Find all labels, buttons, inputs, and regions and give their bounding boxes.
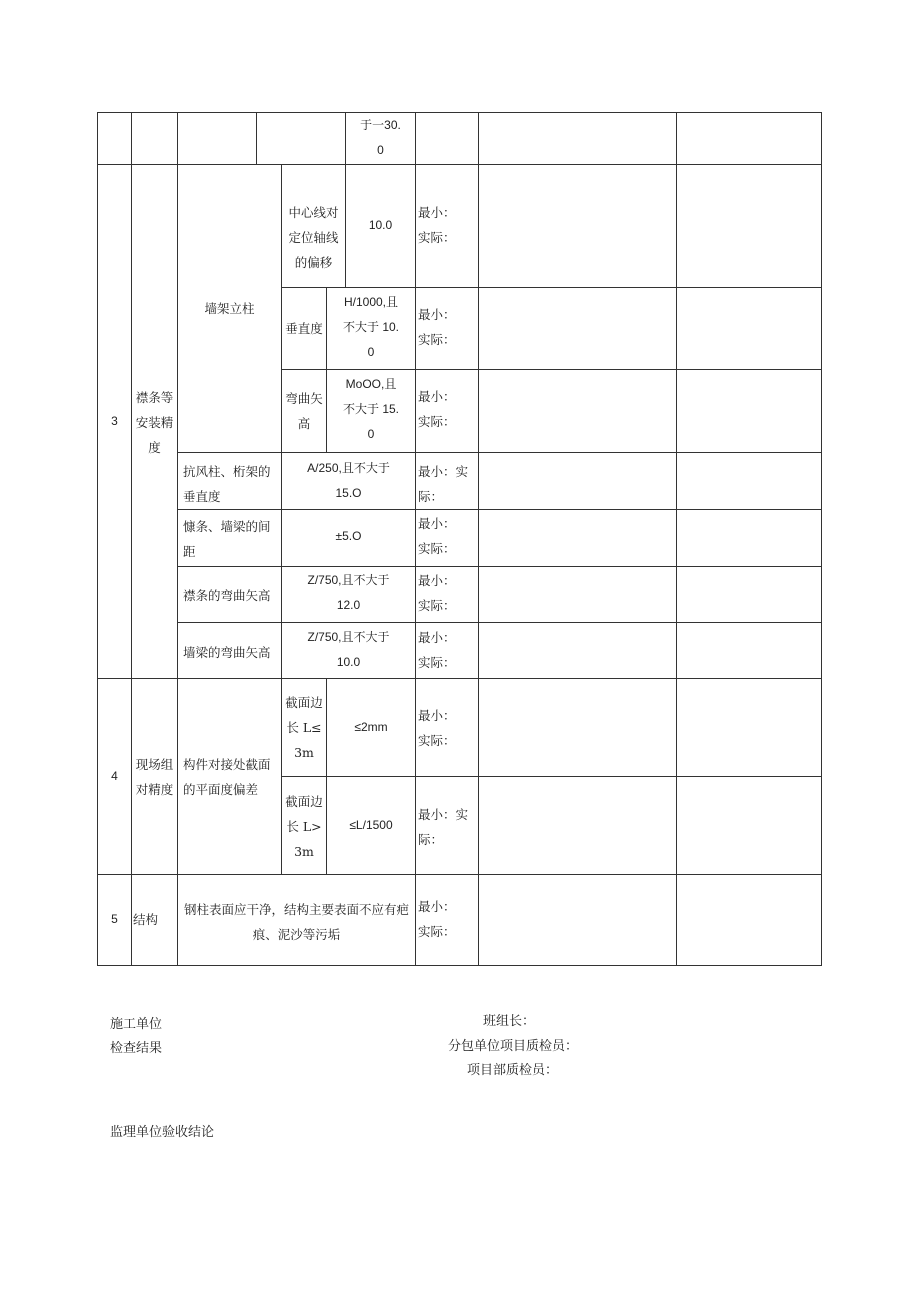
- row5-measure: 最小： 实际：: [418, 899, 456, 939]
- row3-sub2-label: 垂直度: [285, 321, 323, 336]
- row3-sub3-tolerance: MoOO,且 不大于 15. 0: [342, 377, 400, 441]
- row3-sub5-tolerance: ±5.O: [335, 529, 362, 543]
- row3-sub4-label: 抗风柱、桁架的 垂直度: [183, 464, 271, 504]
- row4-sub-label: 构件对接处截面 的平面度偏差: [183, 757, 271, 797]
- row3-sub4-tolerance: A/250,且不大于 15.O: [307, 461, 390, 500]
- team-leader-label: 班组长：: [483, 1014, 536, 1029]
- row4-measure2: 最小：实 际：: [418, 807, 469, 847]
- row3-column-label: 墙架立柱: [204, 301, 255, 316]
- row3-sub1-measure: 最小： 实际：: [418, 205, 456, 245]
- row3-sub3-measure: 最小： 实际：: [418, 389, 456, 429]
- row4-item: 现场组 对精度: [135, 757, 174, 797]
- row3-sub1-tolerance: 10.0: [368, 218, 393, 232]
- row3-sub4-measure: 最小：实 际：: [418, 464, 469, 504]
- project-inspector-label: 项目部质检员：: [467, 1063, 559, 1078]
- row4-cond1: 截面边 长 L≤ 3m: [285, 695, 323, 760]
- sub-inspector-label: 分包单位项目质检员：: [448, 1039, 579, 1054]
- row3-sub7-label: 墙梁的弯曲矢高: [183, 645, 271, 660]
- row3-sub6-label: 襟条的弯曲矢高: [183, 588, 271, 603]
- row4-tol2: ≤L/1500: [349, 818, 393, 832]
- row3-sub5-label: 慷条、墙梁的间 距: [183, 519, 271, 559]
- row3-sub7-measure: 最小： 实际：: [418, 630, 456, 670]
- supervision-conclusion-label: 监理单位验收结论: [110, 1125, 215, 1140]
- construction-unit-label: 施工单位: [110, 1017, 163, 1032]
- row4-number: 4: [111, 769, 118, 783]
- row4-cond2: 截面边 长 L> 3m: [285, 794, 323, 859]
- row5-item: 结构: [133, 912, 159, 927]
- row3-sub7-tolerance: Z/750,且不大于 10.0: [307, 630, 390, 669]
- row3-sub3-label: 弯曲矢 高: [285, 391, 323, 431]
- row5-sub-label: 钢柱表面应干净，结构主要表面不应有疤 痕、泥沙等污垢: [183, 902, 409, 942]
- row0-tolerance: 于一30. 0: [360, 118, 401, 157]
- row3-number: 3: [111, 414, 118, 428]
- row3-sub6-tolerance: Z/750,且不大于 12.0: [307, 573, 390, 612]
- row3-sub5-measure: 最小： 实际：: [418, 516, 456, 556]
- row4-measure1: 最小： 实际：: [418, 708, 456, 748]
- row5-number: 5: [111, 912, 118, 926]
- check-result-label: 检查结果: [110, 1041, 163, 1056]
- row3-item: 襟条等 安装精 度: [135, 390, 174, 455]
- row3-sub6-measure: 最小： 实际：: [418, 573, 456, 613]
- row3-sub2-measure: 最小： 实际：: [418, 307, 456, 347]
- row4-tol1: ≤2mm: [354, 720, 388, 734]
- row3-sub2-tolerance: H/1000,且 不大于 10. 0: [342, 295, 400, 359]
- row3-sub1-label: 中心线对 定位轴线 的偏移: [288, 205, 339, 270]
